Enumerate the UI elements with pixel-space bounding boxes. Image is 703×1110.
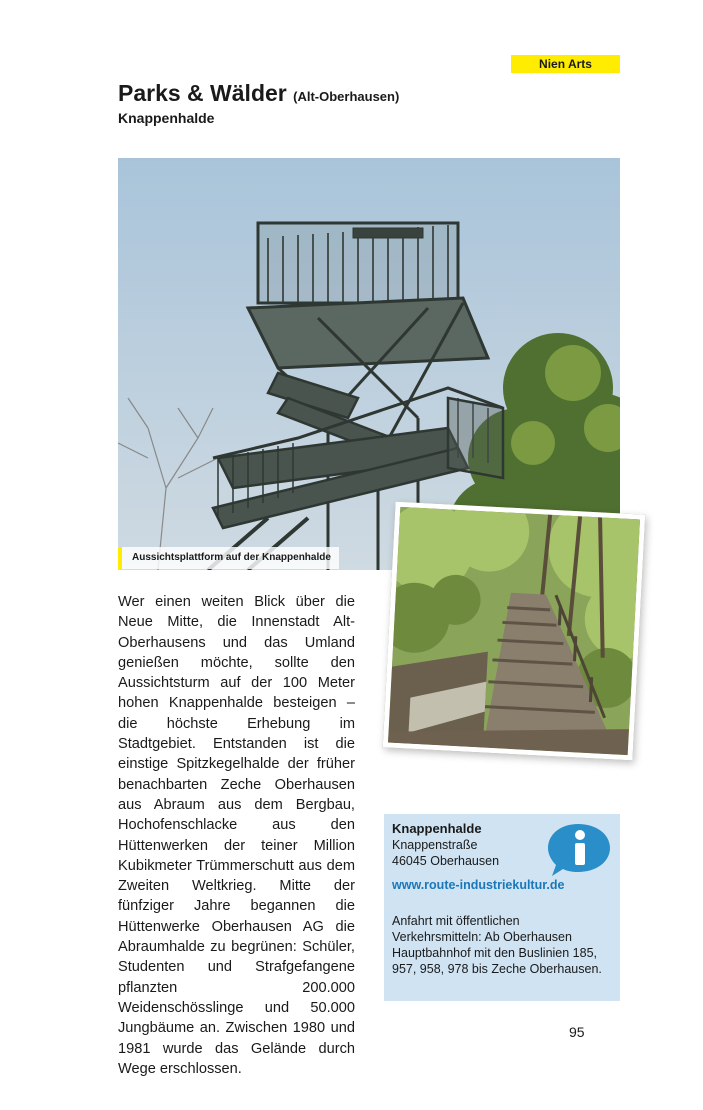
page-subtitle: Knappenhalde [118,110,215,126]
info-icon [548,822,612,878]
info-transit: Anfahrt mit öffentlichen Verkehrsmitteln: Ab Oberhausen Hauptbahnhof mit den Buslinien 185, 957, 958, 978 bis Zeche Oberhausen. [392,914,602,976]
page-number: 95 [569,1024,585,1040]
category-tag: Nien Arts [511,55,620,73]
info-street: Knappenstraße [392,838,478,852]
info-place-name: Knappenhalde [392,821,482,836]
page-title [118,78,399,112]
page-title-main: Parks & Wälder [118,80,287,106]
photo-caption: Aussichtsplattform auf der Knappenhalde [118,547,339,569]
observation-tower-photo [118,158,620,570]
article-text: Wer einen weiten Blick über die Neue Mitte, die Innenstadt Alt-Oberhausens und das Umland genießen möchte, sollte den Aussichtsturm auf der 100 Meter hohen Knappenhalde besteigen – die höchste Erhebung im Stadtgebiet. Entstanden ist die einstige Spitzkegelhalde der früher benachbarten Zeche Oberhausen aus Abraum aus dem Bergbau, Hochofenschlacke aus den Hüttenwerken der teiner Million Kubikmeter Trümmerschutt aus dem Zweiten Weltkrieg. Mitte der fünfziger Jahre begannen die Hüttenwerke Oberhausen AG die Abraumhalde zu begrünen: Schüler, Studenten und Strafgefangene pflanzten 200.000 Weidenschösslinge und 50.000 Jungbäume an. Zwischen 1980 und 1981 wurde das Gelände durch Wege erschlossen. [118,594,355,1077]
info-city: 46045 Oberhausen [392,854,500,868]
info-website-link[interactable]: www.route-industriekultur.de [392,878,565,892]
forest-stairs-photo [383,502,646,761]
info-box [384,814,620,1001]
page-title-district: (Alt-Oberhausen) [293,89,400,104]
